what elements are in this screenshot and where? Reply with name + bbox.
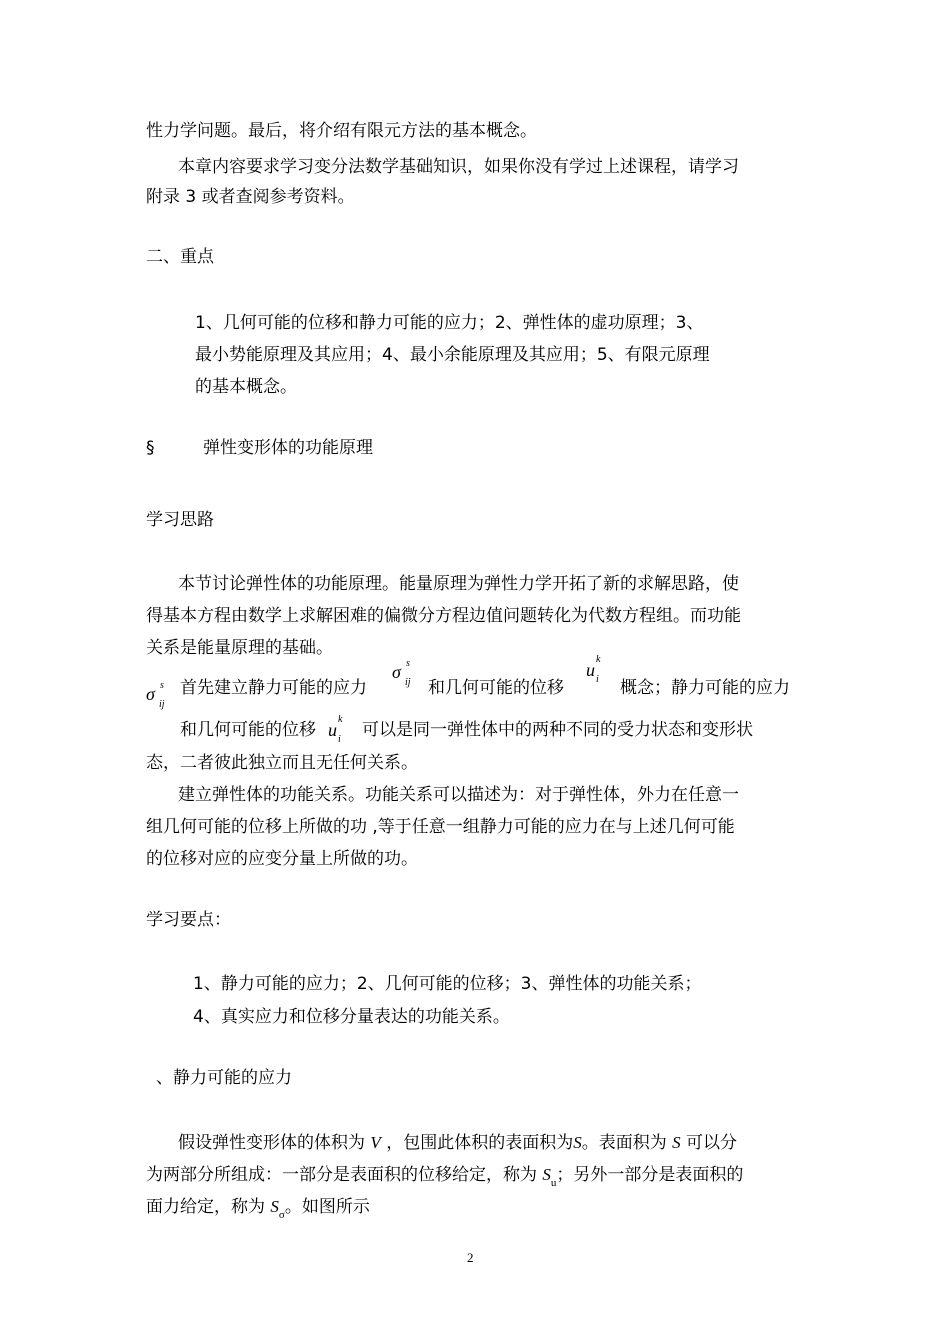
key-points-line-3: 的基本概念。	[195, 377, 297, 397]
key-points-line-2: 最小势能原理及其应用；4、最小余能原理及其应用；5、有限元原理	[195, 345, 710, 365]
symbol-Ssigma-subscript: σ	[278, 1209, 285, 1221]
u-symbol-line-2: u k i	[328, 714, 343, 745]
static-stress-l1-a: 假设弹性变形体的体积为	[178, 1133, 365, 1153]
intro-line-1: 性力学问题。最后，将介绍有限元方法的基本概念。	[146, 121, 537, 141]
study-approach-heading: 学习思路	[146, 510, 214, 530]
key-points-heading: 二、重点	[146, 247, 214, 267]
section-mark: §	[146, 438, 155, 458]
key-points-line-1: 1、几何可能的位移和静力可能的应力；2、弹性体的虚功原理；3、	[195, 313, 704, 333]
symbol-Su: S	[542, 1165, 551, 1184]
static-stress-heading: 、静力可能的应力	[156, 1068, 292, 1088]
section-title: 弹性变形体的功能原理	[203, 438, 373, 458]
page-number: 2	[467, 1250, 474, 1265]
intro-line-3: 附录 3 或者查阅参考资料。	[146, 187, 355, 207]
symbol-Su-subscript: u	[550, 1177, 557, 1189]
approach-p1-line-2: 得基本方程由数学上求解困难的偏微分方程边值问题转化为代数方程组。而功能	[146, 606, 741, 626]
static-stress-l2-a: 为两部分所组成：一部分是表面积的位移给定，称为	[146, 1165, 537, 1185]
approach-p2-text-c: 概念；静力可能的应力	[620, 678, 790, 698]
approach-p2-text-b: 和几何可能的位移	[428, 678, 564, 698]
static-stress-l1-b: ，包围此体积的表面积为	[386, 1133, 574, 1153]
static-stress-l2-b: ；另外一部分是表面积的	[556, 1165, 744, 1185]
study-points-line-2: 4、真实应力和位移分量表达的功能关系。	[193, 1007, 510, 1027]
approach-p2-line-2-b: 可以是同一弹性体中的两种不同的受力状态和变形状	[362, 720, 753, 740]
static-stress-line-1	[178, 1131, 737, 1155]
approach-p3-line-3: 的位移对应的应变分量上所做的功。	[146, 849, 418, 869]
approach-p2-text-a: 首先建立静力可能的应力	[180, 678, 367, 698]
study-points-line-1: 1、静力可能的应力；2、几何可能的位移；3、弹性体的功能关系；	[193, 974, 702, 994]
approach-p2-line-3: 态，二者彼此独立而且无任何关系。	[146, 753, 418, 773]
static-stress-line-3	[146, 1195, 370, 1227]
intro-line-2: 本章内容要求学习变分法数学基础知识，如果你没有学过上述课程，请学习	[178, 157, 739, 177]
static-stress-l3-b: 。如图所示	[284, 1197, 370, 1217]
approach-p2-line-2-a: 和几何可能的位移	[180, 720, 316, 740]
sigma-symbol-inline: σ s ij	[392, 658, 411, 688]
symbol-Ssigma: S	[270, 1197, 279, 1216]
study-points-heading: 学习要点：	[146, 910, 231, 930]
static-stress-l1-c: 。表面积为	[581, 1133, 667, 1153]
symbol-S: S	[573, 1133, 582, 1152]
symbol-S-2: S	[672, 1133, 681, 1152]
static-stress-l1-d: 可以分	[686, 1133, 738, 1153]
approach-p1-line-3: 关系是能量原理的基础。	[146, 638, 333, 658]
sigma-symbol-margin: σ s ij	[146, 680, 165, 710]
approach-p3-line-1: 建立弹性体的功能关系。功能关系可以描述为：对于弹性体，外力在任意一	[178, 785, 739, 805]
approach-p3-line-2: 组几何可能的位移上所做的功 ,等于任意一组静力可能的应力在与上述几何可能	[146, 817, 735, 837]
static-stress-l3-a: 面力给定，称为	[146, 1197, 265, 1217]
symbol-V: V	[370, 1133, 381, 1152]
approach-p1-line-1: 本节讨论弹性体的功能原理。能量原理为弹性力学开拓了新的求解思路，使	[178, 574, 739, 594]
static-stress-line-2	[146, 1163, 743, 1195]
u-symbol-inline: u k i	[586, 654, 601, 685]
